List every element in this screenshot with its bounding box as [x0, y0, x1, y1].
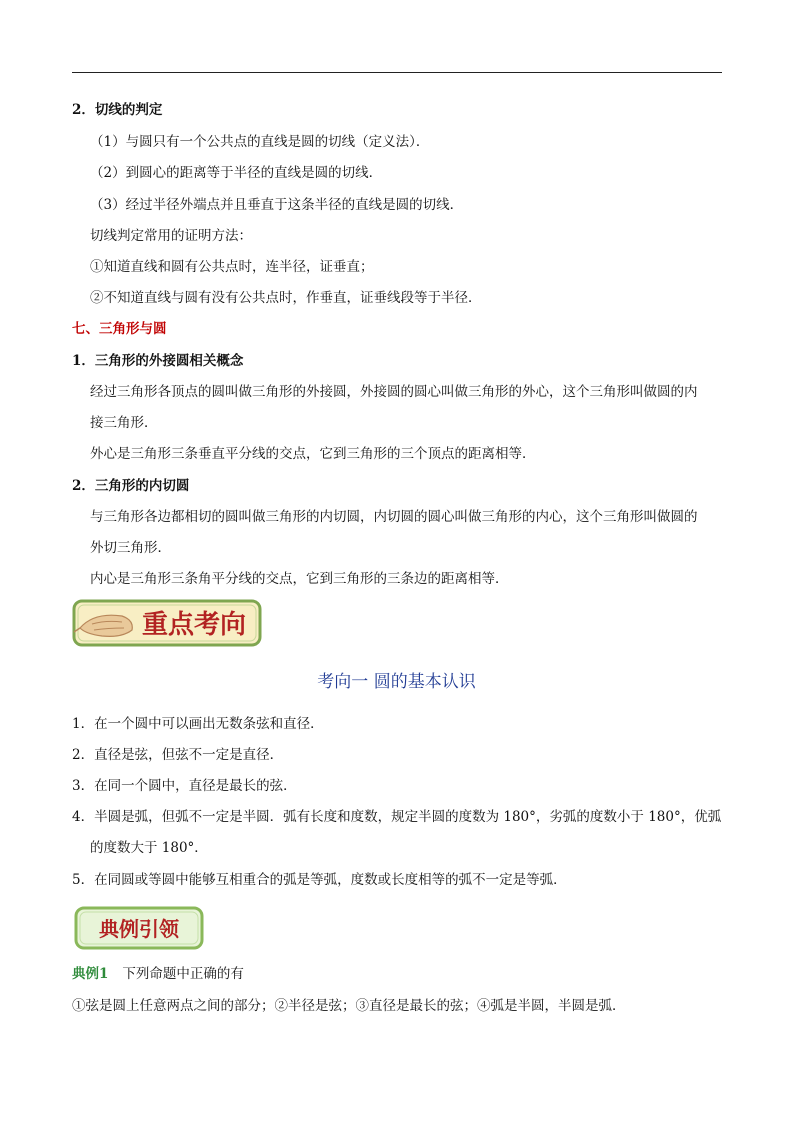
- method-2: ②不知道直线与圆有没有公共点时，作垂直，证垂线段等于半径．: [90, 290, 482, 306]
- point-5: 5．在同圆或等圆中能够互相重合的弧是等弧，度数或长度相等的弧不一定是等弧．: [72, 872, 567, 888]
- header-rule: [72, 72, 722, 73]
- incircle-paragraph-line2: 外切三角形．: [90, 540, 171, 556]
- methods-intro: 切线判定常用的证明方法：: [90, 228, 252, 244]
- point-4-continued: 的度数大于 180°．: [90, 840, 208, 856]
- subsection-title-incircle: 2．三角形的内切圆: [72, 478, 190, 494]
- example-banner-text: 典例引领: [99, 917, 179, 941]
- incircle-paragraph-line1: 与三角形各边都相切的圆叫做三角形的内切圆，内切圆的圆心叫做三角形的内心，这个三角形叫做圆的: [90, 509, 698, 525]
- circumcenter-paragraph: 外心是三角形三条垂直平分线的交点，它到三角形的三个顶点的距离相等．: [90, 446, 536, 462]
- example-statements: ①弦是圆上任意两点之间的部分；②半径是弦；③直径是最长的弦；④弧是半圆，半圆是弧．: [72, 998, 626, 1014]
- key-topics-banner: [72, 598, 262, 648]
- tangent-rule-1: （1）与圆只有一个公共点的直线是圆的切线（定义法）．: [90, 134, 430, 150]
- method-1: ①知道直线和圆有公共点时，连半径，证垂直；: [90, 259, 374, 275]
- tangent-rule-3: （3）经过半径外端点并且垂直于这条半径的直线是圆的切线．: [90, 197, 464, 213]
- example-line: [72, 965, 244, 983]
- incenter-paragraph: 内心是三角形三条角平分线的交点，它到三角形的三条边的距离相等．: [90, 571, 509, 587]
- circumcircle-paragraph-line2: 接三角形．: [90, 415, 158, 431]
- point-3: 3．在同一个圆中，直径是最长的弦．: [72, 778, 297, 794]
- subsection-title-circumcircle: 1．三角形的外接圆相关概念: [72, 353, 244, 369]
- point-1: 1．在一个圆中可以画出无数条弦和直径．: [72, 716, 324, 732]
- section-title-tangent-test: 2．切线的判定: [72, 102, 163, 118]
- chapter-heading-triangle-circle: 七、三角形与圆: [72, 321, 167, 337]
- circumcircle-paragraph-line1: 经过三角形各顶点的圆叫做三角形的外接圆，外接圆的圆心叫做三角形的外心，这个三角形叫做圆的内: [90, 384, 698, 400]
- example-question: 下列命题中正确的有: [122, 966, 244, 982]
- point-2: 2．直径是弦，但弦不一定是直径．: [72, 747, 284, 763]
- key-topics-banner-text: 重点考向: [141, 610, 247, 640]
- point-4: 4．半圆是弧，但弧不一定是半圆．弧有长度和度数，规定半圆的度数为 180°，劣弧的度数小于 180°，优弧: [72, 809, 722, 825]
- topic-title: 考向一 圆的基本认识: [317, 672, 476, 692]
- tangent-rule-2: （2）到圆心的距离等于半径的直线是圆的切线．: [90, 165, 383, 181]
- example-label: 典例1: [72, 966, 109, 982]
- example-banner: [74, 906, 204, 950]
